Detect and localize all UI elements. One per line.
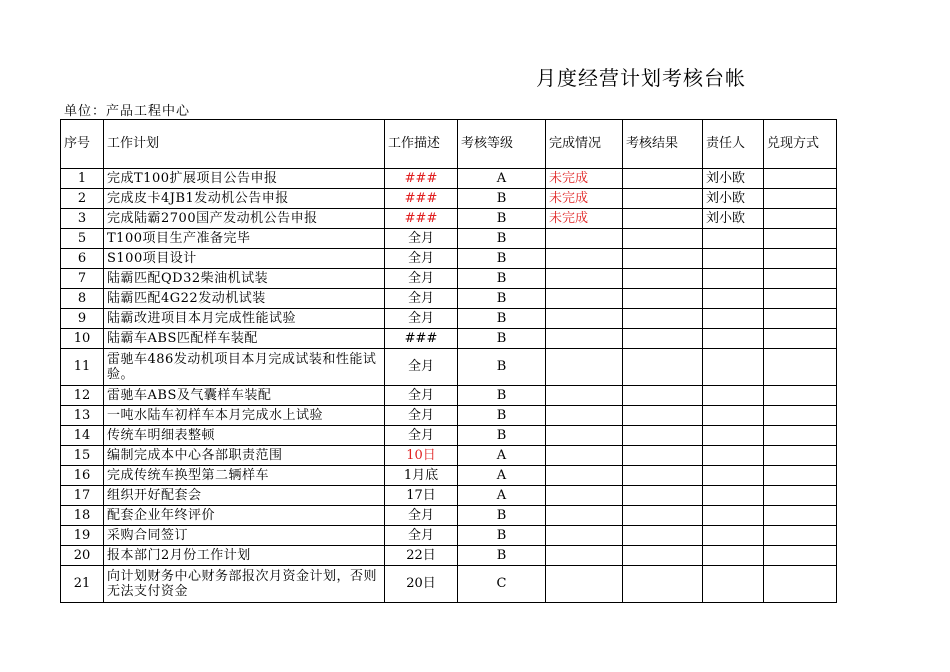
cell-plan: 组织开好配套会 — [104, 486, 385, 506]
cell-method — [764, 309, 837, 329]
cell-grade: B — [458, 349, 546, 386]
cell-no: 20 — [61, 546, 104, 566]
cell-desc: 全月 — [385, 426, 458, 446]
cell-method — [764, 426, 837, 446]
cell-result — [623, 506, 703, 526]
cell-no: 14 — [61, 426, 104, 446]
table-row — [61, 526, 837, 546]
header-status: 完成情况 — [546, 120, 623, 169]
cell-plan: 陆霸改进项目本月完成性能试验 — [104, 309, 385, 329]
header-method: 兑现方式 — [764, 120, 837, 169]
cell-method — [764, 189, 837, 209]
cell-status: 未完成 — [546, 189, 623, 209]
cell-method — [764, 506, 837, 526]
cell-no: 17 — [61, 486, 104, 506]
cell-no: 16 — [61, 466, 104, 486]
cell-plan: T100项目生产准备完毕 — [104, 229, 385, 249]
cell-desc: 17日 — [385, 486, 458, 506]
cell-owner: 刘小欧 — [703, 189, 764, 209]
cell-plan: 一吨水陆车初样车本月完成水上试验 — [104, 406, 385, 426]
cell-result — [623, 229, 703, 249]
cell-desc: 全月 — [385, 249, 458, 269]
cell-method — [764, 209, 837, 229]
cell-owner — [703, 406, 764, 426]
cell-grade: B — [458, 229, 546, 249]
cell-grade: B — [458, 386, 546, 406]
cell-desc: ### — [385, 209, 458, 229]
cell-method — [764, 386, 837, 406]
cell-plan: S100项目设计 — [104, 249, 385, 269]
cell-method — [764, 466, 837, 486]
cell-result — [623, 309, 703, 329]
cell-status: 未完成 — [546, 209, 623, 229]
cell-result — [623, 209, 703, 229]
unit-label: 单位：产品工程中心 — [64, 104, 191, 119]
header-result: 考核结果 — [623, 120, 703, 169]
cell-no: 2 — [61, 189, 104, 209]
cell-status — [546, 526, 623, 546]
table-row — [61, 406, 837, 426]
cell-result — [623, 526, 703, 546]
cell-plan: 完成陆霸2700国产发动机公告申报 — [104, 209, 385, 229]
cell-plan: 陆霸车ABS匹配样车装配 — [104, 329, 385, 349]
cell-result — [623, 466, 703, 486]
table-row — [61, 446, 837, 466]
cell-plan: 完成传统车换型第二辆样车 — [104, 466, 385, 486]
cell-grade: B — [458, 546, 546, 566]
cell-no: 3 — [61, 209, 104, 229]
cell-owner: 刘小欧 — [703, 209, 764, 229]
cell-owner — [703, 249, 764, 269]
cell-method — [764, 269, 837, 289]
cell-desc: 全月 — [385, 406, 458, 426]
table-row — [61, 189, 837, 209]
table-row — [61, 386, 837, 406]
cell-status — [546, 466, 623, 486]
cell-status — [546, 546, 623, 566]
cell-owner — [703, 466, 764, 486]
cell-method — [764, 486, 837, 506]
table-row — [61, 289, 837, 309]
cell-method — [764, 446, 837, 466]
cell-result — [623, 486, 703, 506]
cell-status — [546, 309, 623, 329]
cell-result — [623, 446, 703, 466]
cell-status — [546, 406, 623, 426]
cell-status — [546, 229, 623, 249]
table-row — [61, 486, 837, 506]
cell-desc: 全月 — [385, 526, 458, 546]
cell-grade: C — [458, 566, 546, 603]
cell-desc: 全月 — [385, 269, 458, 289]
cell-desc: 全月 — [385, 229, 458, 249]
header-desc: 工作描述 — [385, 120, 458, 169]
cell-no: 7 — [61, 269, 104, 289]
cell-grade: B — [458, 269, 546, 289]
table-row — [61, 566, 837, 603]
cell-plan: 完成T100扩展项目公告申报 — [104, 169, 385, 189]
cell-grade: B — [458, 189, 546, 209]
header-grade: 考核等级 — [458, 120, 546, 169]
cell-grade: B — [458, 309, 546, 329]
cell-no: 18 — [61, 506, 104, 526]
cell-no: 1 — [61, 169, 104, 189]
cell-status — [546, 566, 623, 603]
table-row — [61, 329, 837, 349]
cell-method — [764, 566, 837, 603]
cell-method — [764, 169, 837, 189]
cell-status — [546, 289, 623, 309]
cell-status — [546, 349, 623, 386]
cell-plan: 采购合同签订 — [104, 526, 385, 546]
cell-owner — [703, 289, 764, 309]
cell-grade: A — [458, 486, 546, 506]
cell-owner — [703, 506, 764, 526]
table-row — [61, 546, 837, 566]
cell-grade: B — [458, 289, 546, 309]
cell-result — [623, 189, 703, 209]
cell-result — [623, 406, 703, 426]
cell-desc: ### — [385, 329, 458, 349]
cell-plan: 陆霸匹配QD32柴油机试装 — [104, 269, 385, 289]
cell-desc: 1月底 — [385, 466, 458, 486]
table-row — [61, 229, 837, 249]
cell-plan: 配套企业年终评价 — [104, 506, 385, 526]
cell-no: 15 — [61, 446, 104, 466]
cell-owner — [703, 309, 764, 329]
table-row — [61, 209, 837, 229]
cell-owner: 刘小欧 — [703, 169, 764, 189]
cell-result — [623, 329, 703, 349]
cell-result — [623, 546, 703, 566]
cell-desc: ### — [385, 189, 458, 209]
cell-method — [764, 406, 837, 426]
cell-result — [623, 169, 703, 189]
cell-result — [623, 249, 703, 269]
cell-grade: B — [458, 249, 546, 269]
cell-grade: B — [458, 406, 546, 426]
cell-method — [764, 329, 837, 349]
cell-no: 9 — [61, 309, 104, 329]
cell-no: 13 — [61, 406, 104, 426]
cell-desc: 全月 — [385, 289, 458, 309]
cell-no: 6 — [61, 249, 104, 269]
cell-status — [546, 386, 623, 406]
cell-grade: A — [458, 446, 546, 466]
cell-owner — [703, 546, 764, 566]
table-row — [61, 349, 837, 386]
table-row — [61, 506, 837, 526]
cell-result — [623, 426, 703, 446]
cell-owner — [703, 329, 764, 349]
header-plan: 工作计划 — [104, 120, 385, 169]
cell-result — [623, 566, 703, 603]
cell-desc: 22日 — [385, 546, 458, 566]
cell-status: 未完成 — [546, 169, 623, 189]
cell-owner — [703, 446, 764, 466]
cell-method — [764, 289, 837, 309]
cell-plan: 陆霸匹配4G22发动机试装 — [104, 289, 385, 309]
cell-plan: 编制完成本中心各部职责范围 — [104, 446, 385, 466]
table-row — [61, 466, 837, 486]
table-header-row — [61, 120, 837, 169]
cell-status — [546, 426, 623, 446]
cell-result — [623, 289, 703, 309]
header-owner: 责任人 — [703, 120, 764, 169]
cell-plan: 雷驰车ABS及气囊样车装配 — [104, 386, 385, 406]
cell-owner — [703, 486, 764, 506]
cell-no: 10 — [61, 329, 104, 349]
cell-grade: B — [458, 329, 546, 349]
cell-owner — [703, 386, 764, 406]
cell-method — [764, 249, 837, 269]
cell-no: 19 — [61, 526, 104, 546]
cell-status — [546, 446, 623, 466]
cell-grade: B — [458, 506, 546, 526]
cell-no: 5 — [61, 229, 104, 249]
cell-no: 11 — [61, 349, 104, 386]
cell-plan: 传统车明细表整顿 — [104, 426, 385, 446]
cell-no: 8 — [61, 289, 104, 309]
cell-grade: B — [458, 209, 546, 229]
cell-desc: 全月 — [385, 349, 458, 386]
cell-result — [623, 269, 703, 289]
cell-status — [546, 486, 623, 506]
cell-desc: 10日 — [385, 446, 458, 466]
cell-desc: 20日 — [385, 566, 458, 603]
cell-plan: 报本部门2月份工作计划 — [104, 546, 385, 566]
cell-plan: 雷驰车486发动机项目本月完成试装和性能试验。 — [104, 349, 385, 386]
cell-result — [623, 386, 703, 406]
cell-method — [764, 349, 837, 386]
cell-grade: B — [458, 526, 546, 546]
cell-method — [764, 526, 837, 546]
cell-plan: 完成皮卡4JB1发动机公告申报 — [104, 189, 385, 209]
cell-result — [623, 349, 703, 386]
cell-no: 12 — [61, 386, 104, 406]
cell-status — [546, 506, 623, 526]
cell-owner — [703, 229, 764, 249]
table-row — [61, 249, 837, 269]
cell-owner — [703, 269, 764, 289]
table-row — [61, 426, 837, 446]
cell-grade: A — [458, 466, 546, 486]
header-no: 序号 — [61, 120, 104, 169]
cell-no: 21 — [61, 566, 104, 603]
table-row — [61, 169, 837, 189]
cell-status — [546, 269, 623, 289]
cell-owner — [703, 349, 764, 386]
cell-desc: 全月 — [385, 309, 458, 329]
cell-desc: ### — [385, 169, 458, 189]
cell-method — [764, 546, 837, 566]
cell-desc: 全月 — [385, 386, 458, 406]
assessment-table — [60, 119, 837, 603]
cell-status — [546, 329, 623, 349]
cell-status — [546, 249, 623, 269]
cell-grade: A — [458, 169, 546, 189]
table-row — [61, 269, 837, 289]
cell-method — [764, 229, 837, 249]
table-row — [61, 309, 837, 329]
cell-grade: B — [458, 426, 546, 446]
cell-owner — [703, 426, 764, 446]
cell-owner — [703, 526, 764, 546]
cell-plan: 向计划财务中心财务部报次月资金计划，否则无法支付资金 — [104, 566, 385, 603]
page-title: 月度经营计划考核台帐 — [536, 66, 746, 90]
cell-desc: 全月 — [385, 506, 458, 526]
cell-owner — [703, 566, 764, 603]
